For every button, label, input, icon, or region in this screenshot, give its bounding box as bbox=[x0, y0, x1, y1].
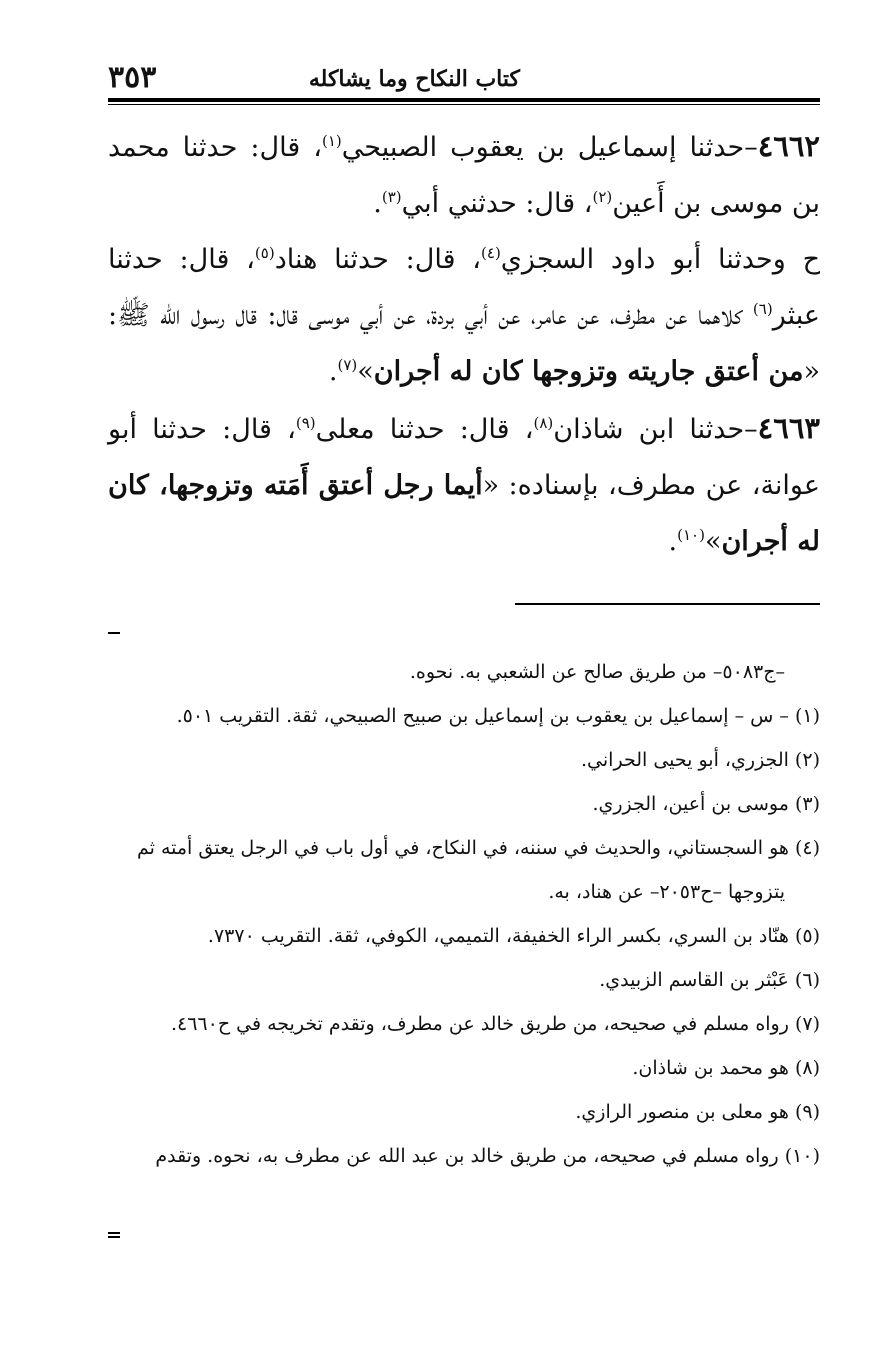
header-rule-thin bbox=[108, 104, 820, 105]
hadith-matn: من أعتق جاريته وتزوجها كان له أجران bbox=[373, 356, 804, 387]
footnote-5: (٥) هنّاد بن السري، بكسر الراء الخفيفة، التميمي، الكوفي، ثقة. التقريب ٧٣٧٠. bbox=[207, 925, 820, 947]
hadith-4662 bbox=[108, 118, 820, 232]
text-segment: –حدثنا إسماعيل بن يعقوب الصبيحي bbox=[341, 132, 758, 163]
text-segment: ، قال: حدثنا هناد bbox=[274, 244, 482, 275]
isnad-paragraph bbox=[108, 232, 820, 400]
text-segment: ، قال: حدثنا معلى bbox=[315, 414, 534, 445]
footnote-separator bbox=[515, 603, 820, 605]
hadith-matn: أيما رجل أعتق أَمَته وتزوجها، كان له أجران bbox=[108, 470, 820, 557]
footnote-10: (١٠) رواه مسلم في صحيحه، من طريق خالد بن عبد الله عن مطرف به، نحوه. وتقدم bbox=[155, 1145, 820, 1167]
text-segment: كلاهما عن مطرف، عن عامر، عن أبي بردة، عن أبي موسى قال: قال رسول الله ﷺ: « bbox=[108, 300, 820, 387]
footnote-7: (٧) رواه مسلم في صحيحه، من طريق خالد عن مطرف، وتقدم تخريجه في ح٤٦٦٠. bbox=[170, 1013, 820, 1035]
main-text bbox=[108, 118, 820, 570]
text-segment: . bbox=[668, 526, 678, 557]
footnote-ref: (٧) bbox=[337, 356, 358, 374]
text-segment: ح وحدثنا أبو داود السجزي bbox=[500, 244, 821, 275]
footnote-ref: (٦) bbox=[752, 300, 773, 318]
page-number: ٣٥٣ bbox=[108, 60, 157, 95]
footnote-continuation: –ج٥٠٨٣– من طريق صالح عن الشعبي به. نحوه. bbox=[409, 661, 785, 683]
footnote-4-cont: يتزوجها –ح٢٠٥٣– عن هناد، به. bbox=[548, 881, 785, 903]
hadith-number: ٤٦٦٣ bbox=[757, 411, 820, 445]
footnote-ref: (١٠) bbox=[677, 526, 705, 544]
hadith-4663 bbox=[108, 400, 820, 570]
footnotes bbox=[108, 650, 820, 1178]
text-segment: ، قال: حدثنا أبو عوانة، عن مطرف، بإسناده: « bbox=[108, 414, 820, 501]
text-segment: . bbox=[328, 356, 338, 387]
footnote-8: (٨) هو محمد بن شاذان. bbox=[632, 1057, 820, 1079]
header-rule-thick bbox=[108, 98, 820, 102]
footnote-ref: (١) bbox=[322, 132, 342, 150]
text-segment: ، قال: حدثنا محمد بن موسى بن أَعين bbox=[108, 132, 820, 219]
continuation-mark bbox=[108, 632, 120, 634]
footnote-3: (٣) موسى بن أعين، الجزري. bbox=[592, 793, 820, 815]
footnote-9: (٩) هو معلى بن منصور الرازي. bbox=[575, 1101, 820, 1123]
hadith-number: ٤٦٦٢ bbox=[757, 129, 821, 163]
footnote-6: (٦) عَبْثر بن القاسم الزبيدي. bbox=[599, 969, 820, 991]
footnote-2: (٢) الجزري، أبو يحيى الحراني. bbox=[581, 749, 820, 771]
chapter-title: كتاب النكاح وما يشاكله bbox=[308, 66, 520, 92]
text-segment: –حدثنا ابن شاذان bbox=[553, 414, 758, 445]
footnote-4: (٤) هو السجستاني، والحديث في سننه، في النكاح، في أول باب في الرجل يعتق أمته ثم bbox=[136, 837, 820, 859]
footnote-ref: (٨) bbox=[533, 414, 554, 432]
running-header bbox=[108, 58, 820, 96]
footnote-ref: (٤) bbox=[481, 244, 501, 262]
continues-mark bbox=[108, 1232, 120, 1238]
footnote-ref: (٥) bbox=[254, 244, 275, 262]
text-segment: » bbox=[357, 356, 374, 387]
text-segment: . bbox=[373, 188, 382, 219]
text-segment: » bbox=[704, 526, 722, 557]
footnote-ref: (٢) bbox=[592, 188, 613, 206]
text-segment: ، قال: حدثني أبي bbox=[401, 188, 593, 219]
footnote-ref: (٣) bbox=[381, 188, 402, 206]
text-segment: ، قال: حدثنا عبثر bbox=[108, 244, 820, 331]
footnote-ref: (٩) bbox=[295, 414, 316, 432]
footnote-1: (١) – س – إسماعيل بن يعقوب بن إسماعيل بن صبيح الصبيحي، ثقة. التقريب ٥٠١. bbox=[176, 705, 820, 727]
